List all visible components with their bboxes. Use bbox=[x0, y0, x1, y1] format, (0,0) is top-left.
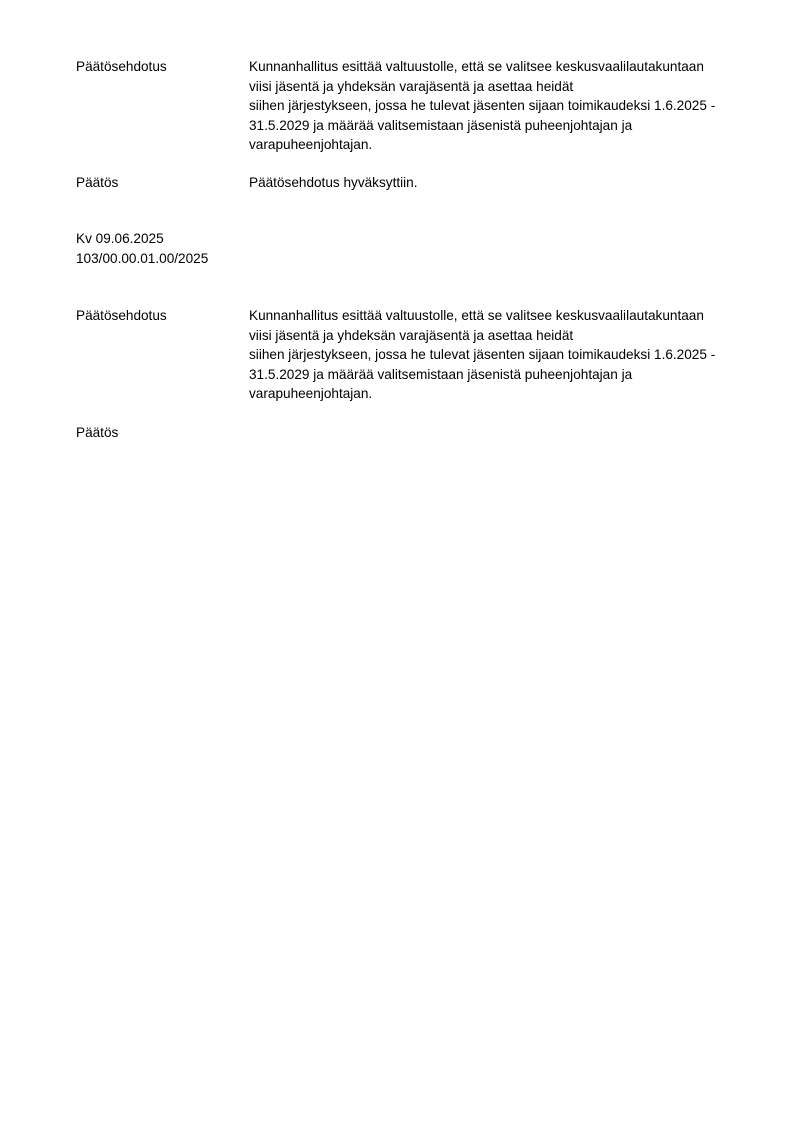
proposal-line: siihen järjestykseen, jossa he tulevat jäsenten sijaan toimikaudeksi 1.6.2025 - bbox=[249, 98, 716, 113]
proposal-line: viisi jäsentä ja yhdeksän varajäsentä ja asettaa heidät bbox=[249, 78, 574, 94]
meeting-body-date: Kv 09.06.2025 bbox=[76, 231, 164, 246]
case-reference-number: 103/00.00.01.00/2025 bbox=[76, 250, 209, 266]
decision-label: Päätös bbox=[76, 175, 119, 190]
proposal-line: 31.5.2029 ja määrää valitsemistaan jäsenistä puheenjohtajan ja bbox=[249, 366, 633, 382]
decision-text: Päätösehdotus hyväksyttiin. bbox=[249, 175, 418, 190]
proposal-text bbox=[249, 306, 764, 404]
meeting-reference bbox=[76, 229, 766, 268]
proposal-line: siihen järjestykseen, jossa he tulevat jäsenten sijaan toimikaudeksi 1.6.2025 - bbox=[249, 347, 716, 362]
proposal-label: Päätösehdotus bbox=[76, 59, 167, 74]
proposal-text bbox=[249, 57, 764, 155]
decision-label: Päätös bbox=[76, 425, 119, 440]
proposal-line: varapuheenjohtajan. bbox=[249, 137, 373, 152]
proposal-line: Kunnanhallitus esittää valtuustolle, että se valitsee keskusvaalilautakuntaan bbox=[249, 308, 704, 323]
proposal-line: Kunnanhallitus esittää valtuustolle, että se valitsee keskusvaalilautakuntaan bbox=[249, 59, 704, 74]
proposal-label: Päätösehdotus bbox=[76, 308, 167, 323]
proposal-line: varapuheenjohtajan. bbox=[249, 386, 373, 401]
proposal-line: 31.5.2029 ja määrää valitsemistaan jäsenistä puheenjohtajan ja bbox=[249, 117, 633, 133]
proposal-line: viisi jäsentä ja yhdeksän varajäsentä ja asettaa heidät bbox=[249, 327, 574, 343]
